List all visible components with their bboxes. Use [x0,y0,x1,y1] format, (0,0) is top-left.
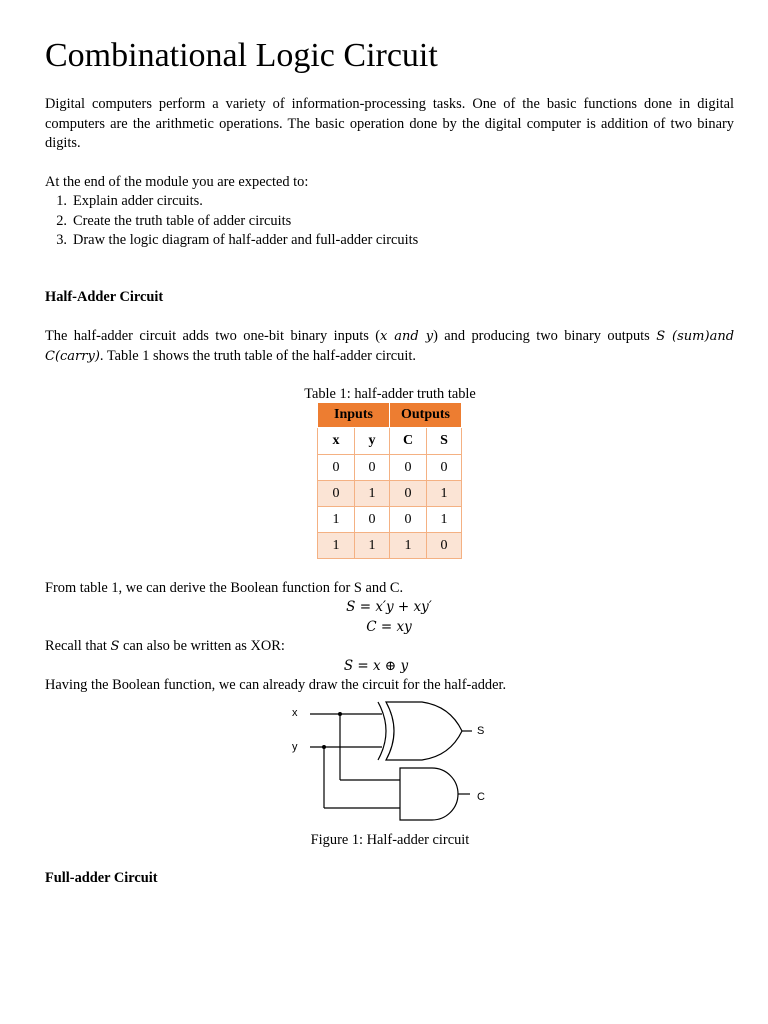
objective-number: 2. [56,212,67,229]
equation-xor: S = x ⊕ y [343,658,409,674]
column-header: C [390,428,427,455]
half-adder-circuit-diagram [282,696,502,826]
page-title: Combinational Logic Circuit [45,37,438,74]
table-row [318,533,462,559]
table-cell: 0 [427,533,462,559]
objective-text: Explain adder circuits. [73,193,203,209]
table-cell: 0 [318,455,355,481]
objective-text: Draw the logic diagram of half-adder and full-adder circuits [73,232,419,248]
table-cell: 1 [355,533,390,559]
intro-paragraph: Digital computers perform a variety of information-processing tasks. One of the basic functions done in digital computers are the arithmetic operations. The basic operation done by the digital computer is addition of two binary digits. [45,96,734,151]
table-cell: 1 [427,481,462,507]
table-group-header-inputs: Inputs [318,403,390,428]
objective-text: Create the truth table of adder circuits [73,212,292,229]
and-gate [400,768,458,820]
table-cell: 0 [355,455,390,481]
having-text: Having the Boolean function, we can already draw the circuit for the half-adder. [45,677,507,693]
half-adder-truth-table [317,402,462,559]
table-cell: 0 [390,507,427,533]
half-adder-heading: Half-Adder Circuit [45,289,164,305]
equation-sum: S = x′y + xy′ [346,599,432,615]
recall-text [45,637,285,657]
label-y: y [292,741,298,753]
table-row [318,507,462,533]
desc-text-3: . Table 1 shows the truth table of the half-adder circuit. [99,347,416,364]
xor-gate [386,702,462,760]
recall-text-1: Recall that [45,638,111,654]
objective-number: 1. [56,193,67,209]
objectives-lead: At the end of the module you are expected to: [45,174,309,190]
objective-item [45,212,418,232]
table-group-header-row [318,403,462,428]
table-cell: 0 [318,481,355,507]
desc-math-inputs: x and y [380,329,434,344]
objective-item [45,231,418,251]
desc-math-outputs: S (sum)and C(carry) [45,329,735,364]
table-caption: Table 1: half-adder truth table [304,386,476,402]
half-adder-description [45,327,734,366]
figure-caption: Figure 1: Half-adder circuit [310,832,470,848]
derive-text: From table 1, we can derive the Boolean function for S and C. [45,580,404,596]
objective-item [45,192,418,212]
table-cell: 0 [390,455,427,481]
table-group-header-outputs: Outputs [390,403,462,428]
table-cell: 0 [355,507,390,533]
recall-text-2: can also be written as XOR: [119,638,285,654]
table-cell: 0 [390,481,427,507]
column-header: S [427,428,462,455]
table-row [318,481,462,507]
objectives-list [45,192,418,251]
recall-math: S [110,639,120,654]
table-cell: 1 [318,533,355,559]
label-x: x [292,707,298,719]
xor-extra-arc [378,702,386,760]
table-cell: 1 [390,533,427,559]
table-cell: 1 [355,481,390,507]
table-cell: 0 [427,455,462,481]
junction-x [338,712,342,716]
label-s: S [477,725,485,737]
desc-text-1: The half-adder circuit adds two one-bit binary inputs ( [45,328,381,344]
table-cell: 1 [318,507,355,533]
table-cell: 1 [427,507,462,533]
equation-carry: C = xy [366,619,412,635]
objective-number: 3. [56,232,67,248]
column-header: x [318,428,355,455]
table-column-header-row [318,428,462,455]
table-row [318,455,462,481]
full-adder-heading: Full-adder Circuit [45,870,158,886]
junction-y [322,745,326,749]
column-header: y [355,428,390,455]
label-c: C [477,791,485,803]
desc-text-2: ) and producing two binary outputs [433,328,650,344]
